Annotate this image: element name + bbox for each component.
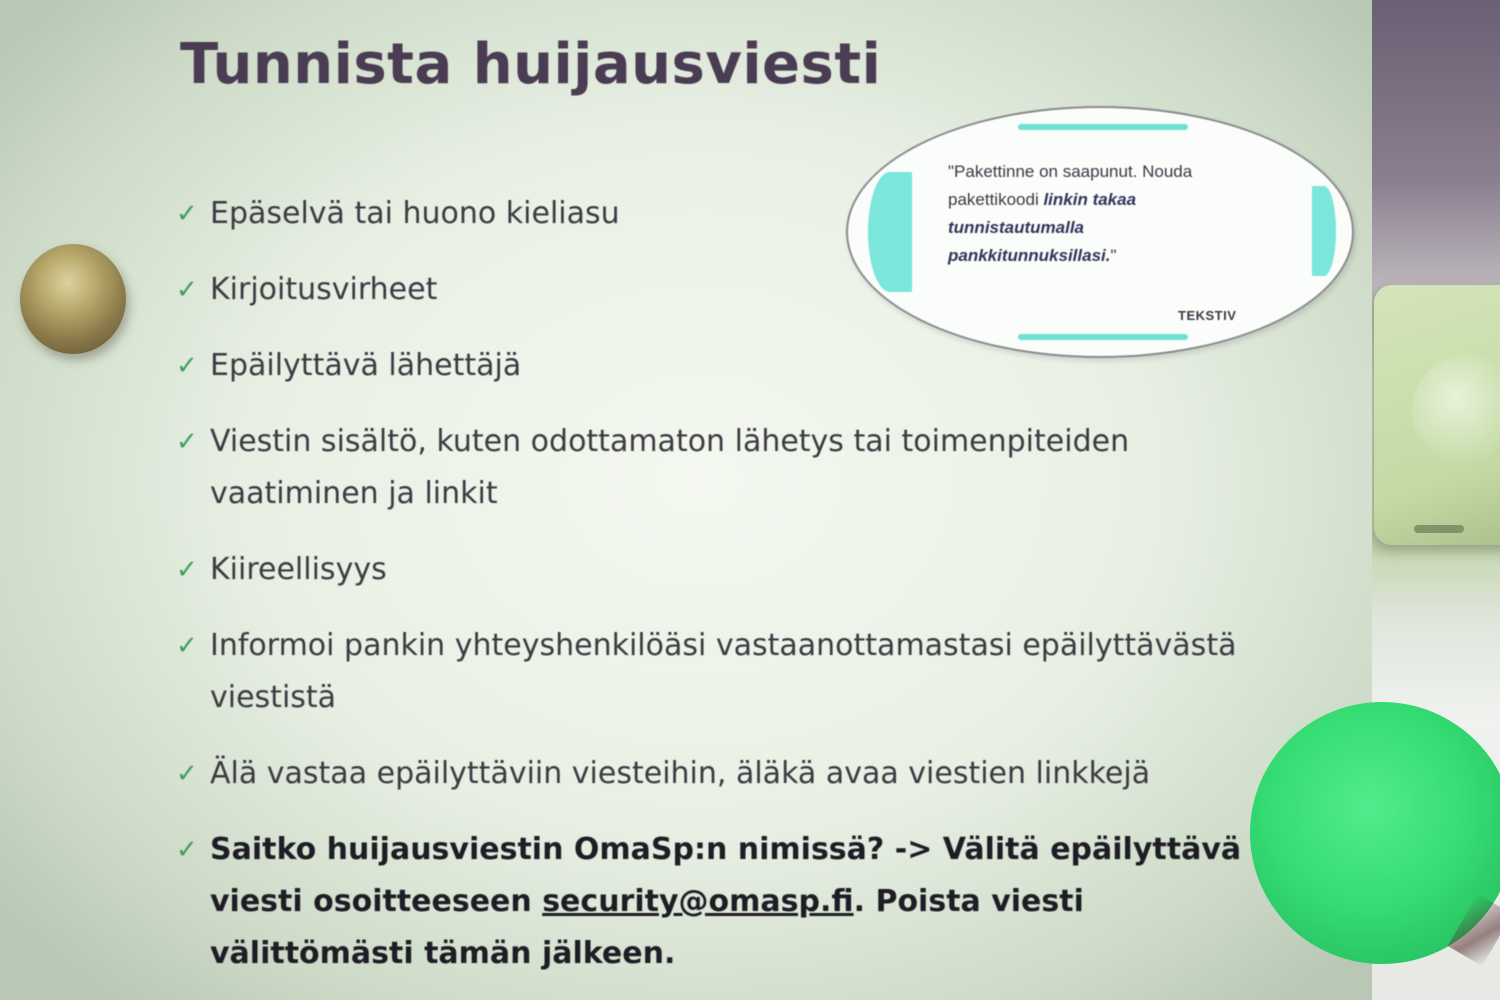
check-icon: ✓ [176,275,198,305]
bullet-text: Viestin sisältö, kuten odottamaton lähetys tai toimenpiteiden vaatiminen ja linkit [210,424,1130,511]
bullet-item [172,416,1252,520]
slide-title: Tunnista huijausviesti [180,32,882,97]
bullet-text: Kiireellisyys [210,552,387,587]
bullet-item-report [172,824,1252,980]
bullet-text: Kirjoitusvirheet [210,272,438,307]
check-icon: ✓ [176,631,198,661]
oval-accent-bottom [1018,334,1188,340]
bullet-text: . Poista viesti välittömästi tämän jälkeen. [210,884,1084,971]
bullet-item [172,620,1252,724]
bullet-text: Informoi pankin yhteyshenkilöäsi vastaanottamastasi epäilyttävästä viestistä [210,628,1237,715]
check-icon: ✓ [176,759,198,789]
sms-example-text [948,158,1248,270]
check-icon: ✓ [176,427,198,457]
sms-example-oval [846,106,1354,358]
check-icon: ✓ [176,555,198,585]
quote-source-label: TEKSTIV [1178,308,1237,323]
oval-accent-right [1312,186,1336,276]
check-icon: ✓ [176,199,198,229]
background-device [1374,285,1500,545]
quote-emphasis: linkin takaa tunnistautumalla pankkitunnuksillasi. [948,190,1137,265]
quote-plain: "Pakettinne on saapunut. Nouda pakettikoodi [948,162,1193,209]
oval-accent-left [868,172,912,292]
check-icon: ✓ [176,351,198,381]
bullet-item [172,544,1252,596]
bullet-text: Epäilyttävä lähettäjä [210,348,522,383]
email-link[interactable]: security@omasp.fi [542,884,854,919]
oval-accent-top [1018,124,1188,130]
bullet-text: Älä vastaa epäilyttäviin viesteihin, äläkä avaa viestien linkkejä [210,756,1151,791]
bullet-text: Saitko huijausviestin OmaSp:n nimissä? -> Välitä epäilyttävä viesti osoitteeseen [210,832,1242,919]
bullet-item [172,748,1252,800]
quote-close: " [1110,246,1117,265]
check-icon: ✓ [176,835,198,865]
decorative-gold-ball [20,244,126,354]
background-device-disc [1412,355,1500,465]
background-device-slot [1414,525,1464,533]
bullet-text: Epäselvä tai huono kieliasu [210,196,620,231]
